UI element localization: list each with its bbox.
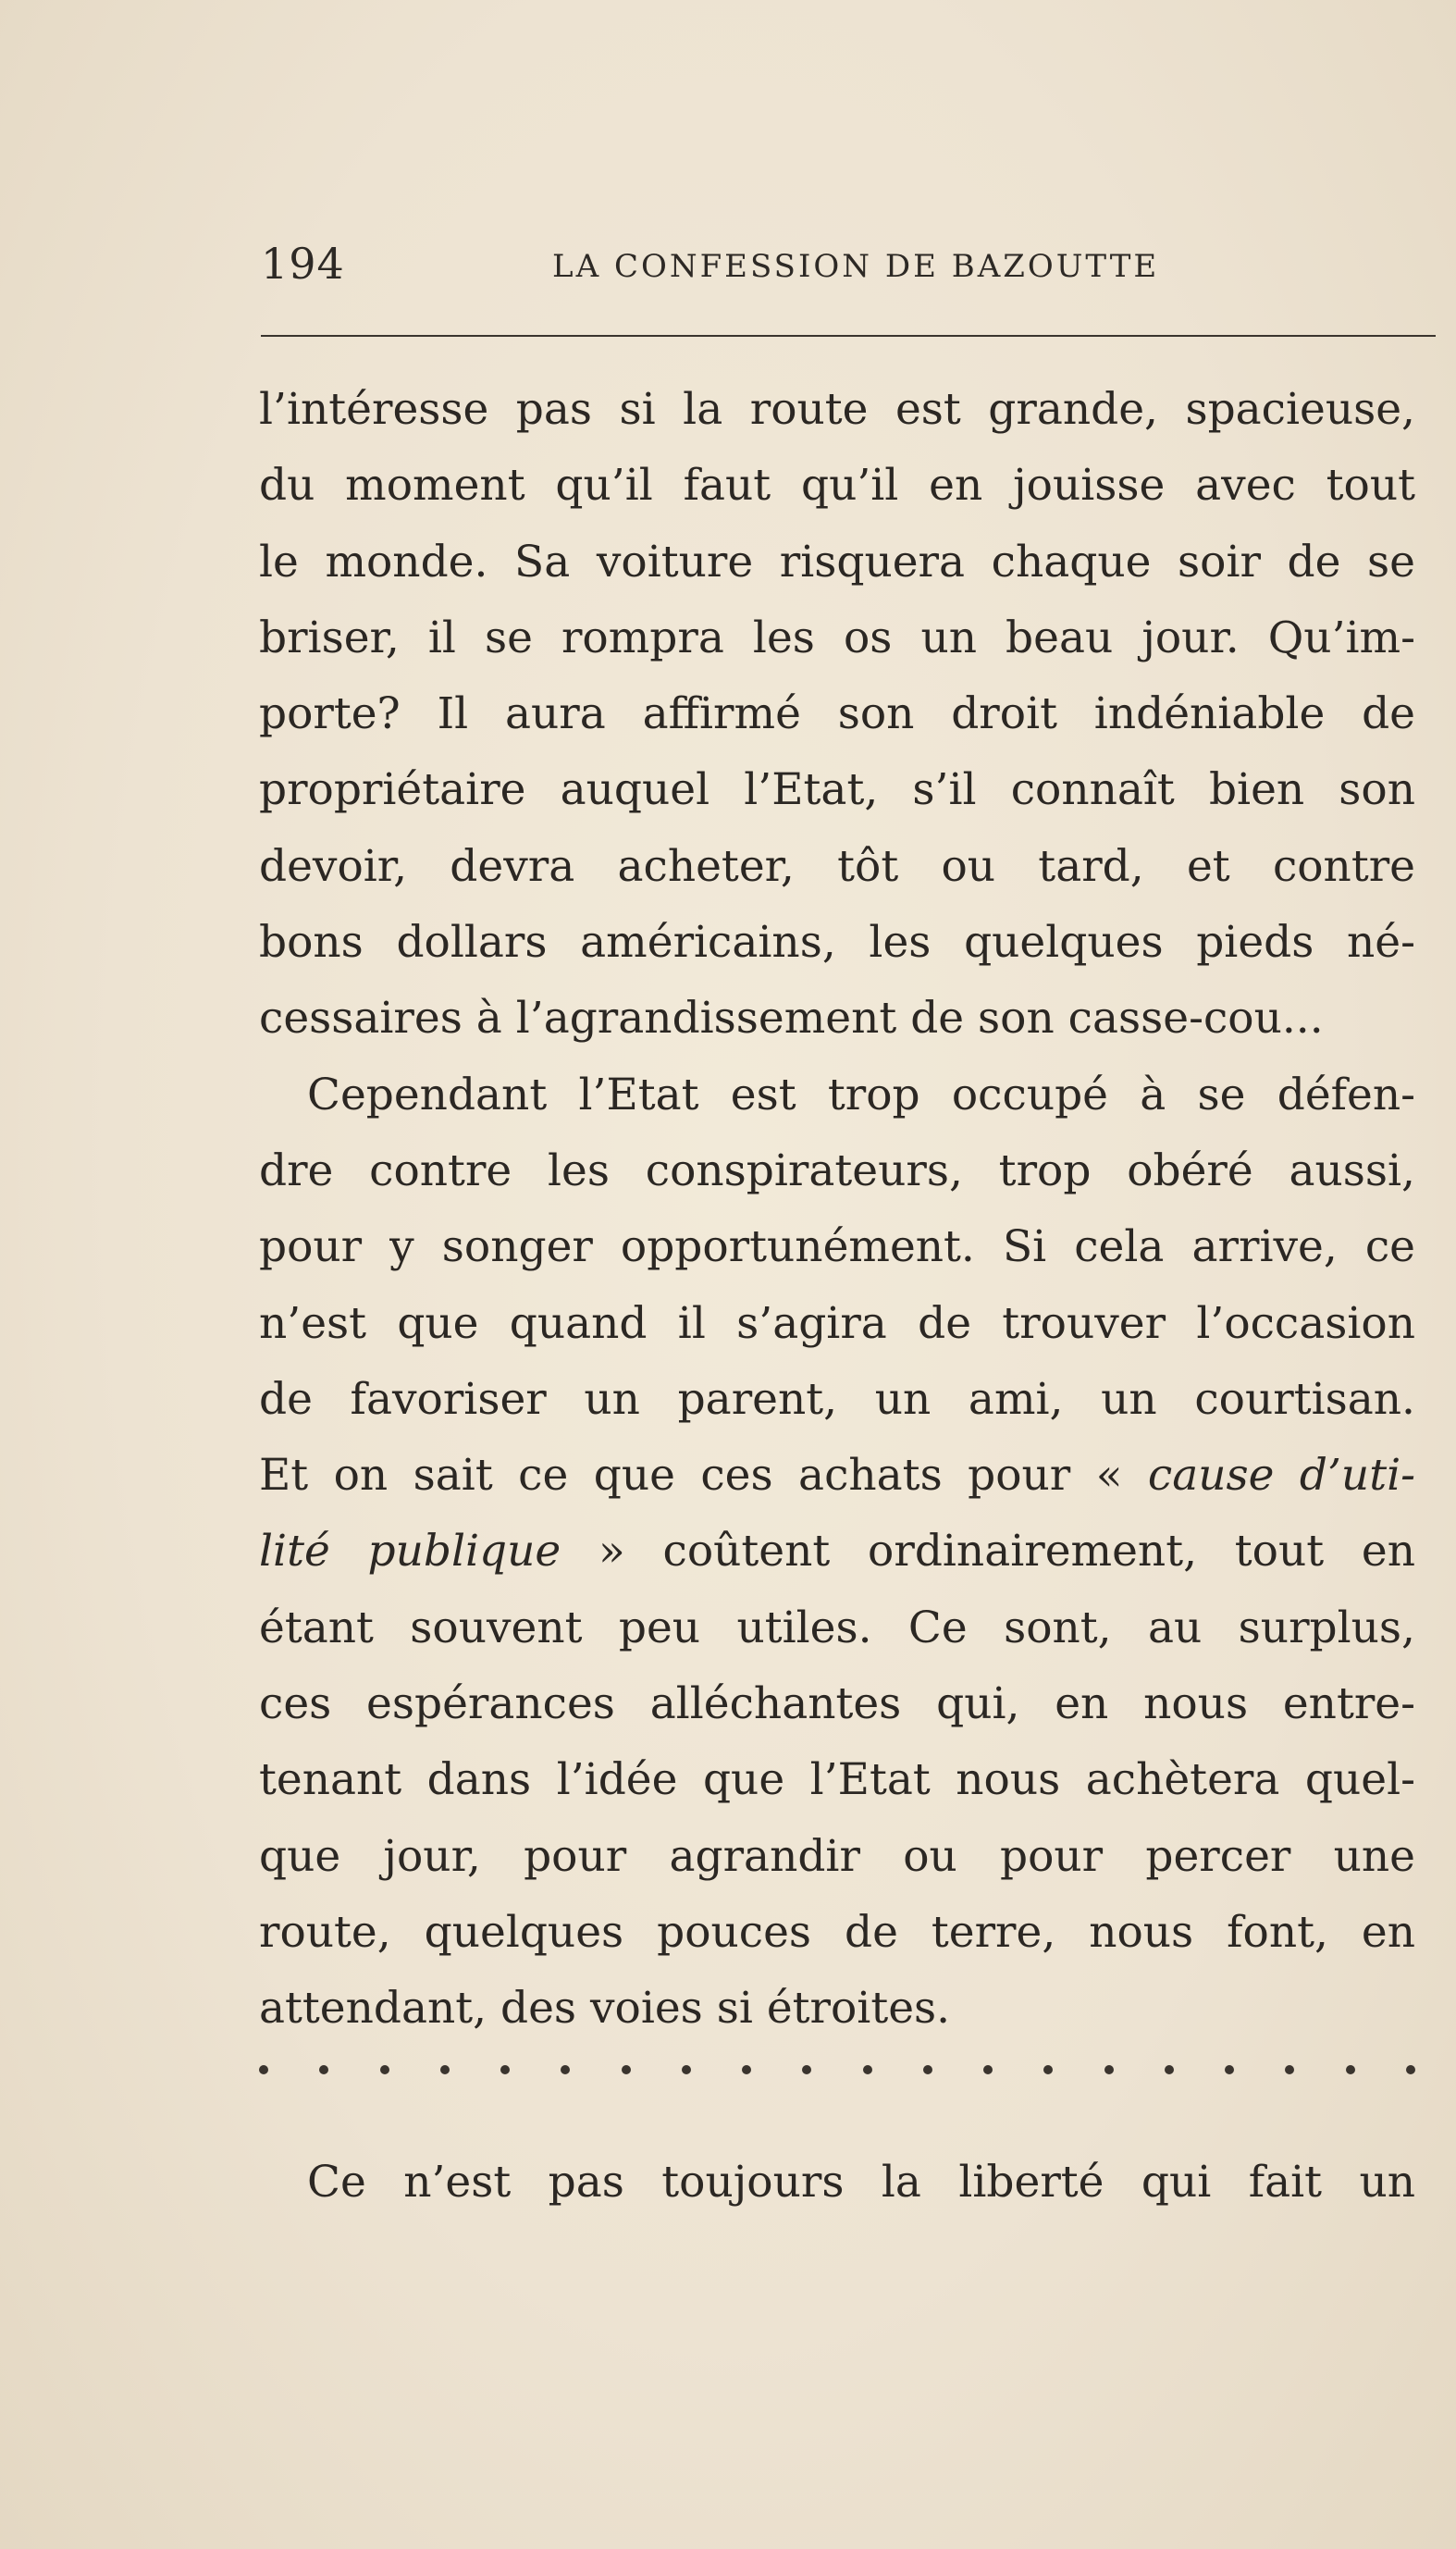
italic-segment: cause d’uti- [1147,1450,1415,1502]
text-line: ces espérances alléchantes qui, en nous entre- [259,1678,1415,1730]
dot [259,2065,268,2074]
dot [983,2065,993,2074]
dot [1285,2065,1294,2074]
dot [622,2065,631,2074]
text-line: porte? Il aura affirmé son droit indéniable de [259,688,1415,740]
text-line-with-italic [259,1514,1415,1590]
dot [742,2065,751,2074]
text-line-with-italic [259,1438,1415,1514]
text-line: dre contre les conspirateurs, trop obéré aussi, [259,1145,1415,1196]
page-number: 194 [261,239,345,289]
text-line: route, quelques pouces de terre, nous font, en [259,1906,1415,1958]
italic-segment: lité publique [259,1526,561,1578]
dot [500,2065,510,2074]
text-line: tenant dans l’idée que l’Etat nous achètera quel- [259,1754,1415,1806]
text-line: du moment qu’il faut qu’il en jouisse avec tout [259,460,1415,512]
closing-line: Ce n’est pas toujours la liberté qui fait un [307,2157,1415,2208]
text-line: attendant, des voies si étroites. [259,1983,951,2035]
dot [923,2065,932,2074]
dot [561,2065,570,2074]
dot [802,2065,811,2074]
dot [1225,2065,1234,2074]
dot [863,2065,872,2074]
dot [682,2065,691,2074]
text-line: briser, il se rompra les os un beau jour. Qu’im- [259,612,1415,663]
text-line: cessaires à l’agrandissement de son casse-cou... [259,993,1324,1045]
dot [1406,2065,1415,2074]
text-segment: Et on sait ce que ces achats pour « [259,1450,1148,1502]
text-line: Cependant l’Etat est trop occupé à se défen- [307,1069,1415,1120]
dot [1346,2065,1355,2074]
dot [1104,2065,1114,2074]
text-line: le monde. Sa voiture risquera chaque soir de se [259,536,1415,588]
dot [380,2065,389,2074]
page-header [261,239,1437,303]
text-line: de favoriser un parent, un ami, un courtisan. [259,1373,1415,1425]
text-line: que jour, pour agrandir ou pour percer une [259,1830,1415,1882]
dot [1165,2065,1174,2074]
header-rule [261,335,1436,337]
text-line: devoir, devra acheter, tôt ou tard, et contre [259,840,1415,892]
dot [440,2065,450,2074]
text-segment: » coûtent ordinairement, tout en [561,1526,1415,1578]
dot [319,2065,328,2074]
running-title: LA CONFESSION DE BAZOUTTE [552,248,1160,285]
text-line: étant souvent peu utiles. Ce sont, au surplus, [259,1602,1415,1653]
text-line: n’est que quand il s’agira de trouver l’occasion [259,1297,1415,1349]
text-line: propriétaire auquel l’Etat, s’il connaît bien son [259,764,1415,816]
dot [1043,2065,1053,2074]
text-line: bons dollars américains, les quelques pieds né- [259,917,1415,969]
section-break-dots [259,2065,1415,2074]
text-line: l’intéresse pas si la route est grande, spacieuse, [259,384,1415,435]
body-text [259,372,1415,2048]
text-line: pour y songer opportunément. Si cela arrive, ce [259,1221,1415,1273]
